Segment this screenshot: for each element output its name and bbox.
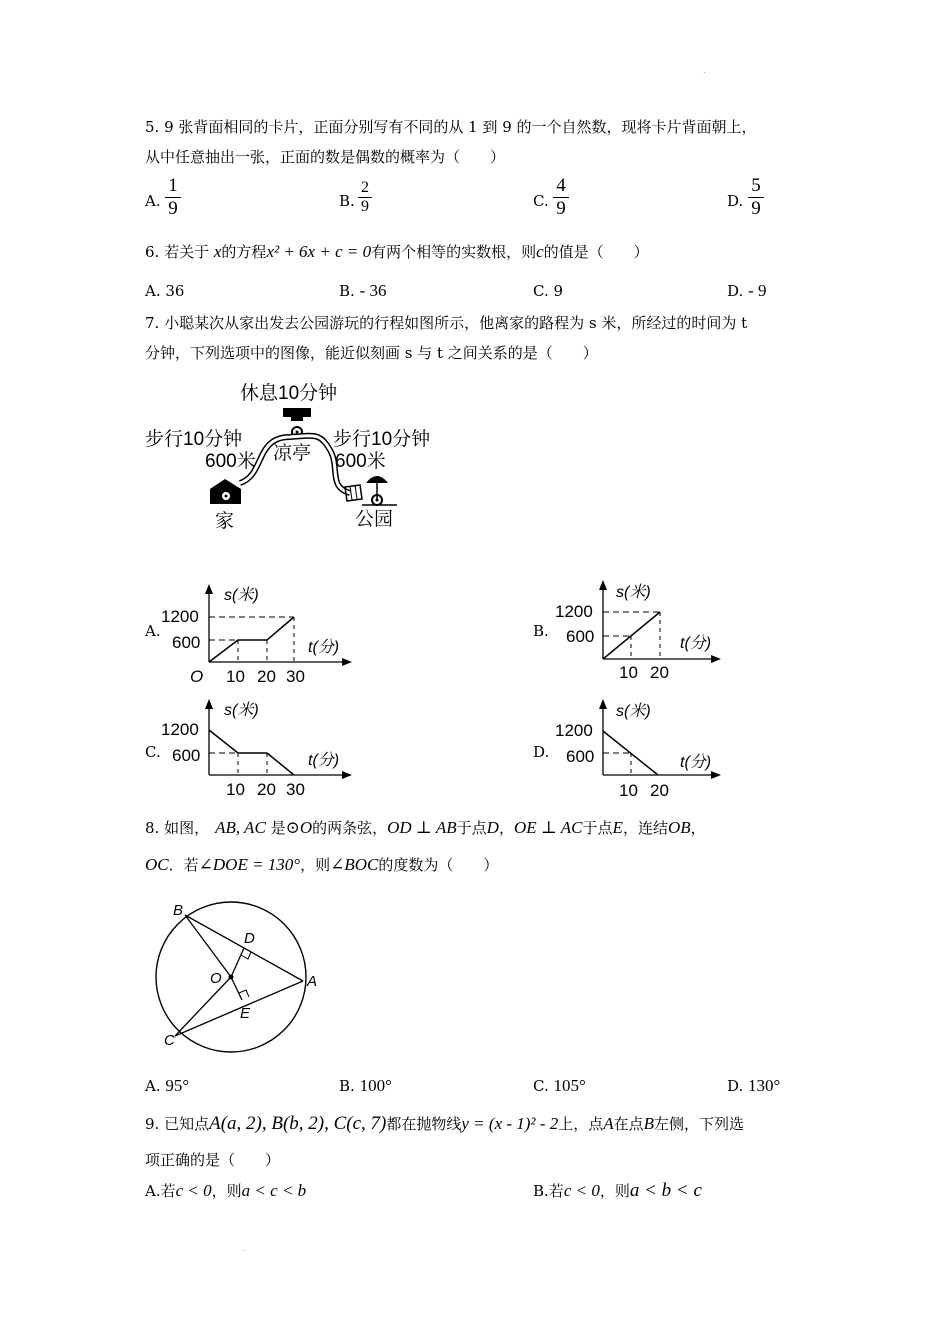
option-label: B. — [533, 1182, 549, 1200]
option-value: 9 — [553, 282, 564, 300]
q6-equation: x² + 6x + c = 0 — [266, 242, 372, 261]
q6-suffix2: 的值是（ ） — [543, 243, 649, 261]
math-oe-perp-ac: OE ⊥ AC — [513, 818, 583, 837]
graph-d-xlabel: t(分) — [680, 754, 712, 771]
graph-c-xtick-10: 10 — [226, 780, 245, 799]
map-pavilion-label: 凉亭 — [273, 443, 312, 464]
q5-option-c-fraction — [552, 175, 570, 220]
option-value: 36 — [165, 282, 185, 300]
graph-c-ytick-1200: 1200 — [161, 720, 199, 739]
option-label: C. — [533, 282, 549, 300]
graph-a-ylabel: s(米) — [224, 587, 259, 604]
math-d: D — [486, 818, 499, 837]
text: 左侧，下列选 — [654, 1115, 745, 1133]
option-label: D. — [727, 1077, 744, 1095]
pavilion-roof-icon — [283, 408, 311, 417]
map-walk-left: 步行10分钟 — [145, 429, 243, 450]
graph-c-xlabel: t(分) — [308, 752, 340, 769]
cond-mid: ，则 — [211, 1182, 242, 1200]
graph-d-ytick-1200: 1200 — [555, 721, 593, 740]
q8-circle-diagram — [145, 895, 335, 1060]
math-b: B — [643, 1114, 655, 1133]
option-value: - 9 — [748, 281, 767, 300]
point-e: E — [240, 1005, 251, 1022]
denominator: 9 — [751, 198, 761, 219]
text: 上，点 — [558, 1115, 604, 1133]
math-od-perp-ab: OD ⊥ AB — [387, 818, 457, 837]
map-park-label: 公园 — [355, 509, 394, 530]
point-c: C — [164, 1032, 175, 1049]
option-value: - 36 — [359, 281, 387, 300]
q6-option-a[interactable] — [145, 281, 184, 301]
option-label: C. — [533, 1077, 549, 1095]
graph-b-ytick-1200: 1200 — [555, 602, 593, 621]
corner-mark-bottom: . — [243, 1244, 246, 1253]
q7-line1: 7. 小聪某次从家出发去公园游玩的行程如图所示，他离家的路程为 s 米，所经过的时间为 t — [145, 314, 748, 332]
denominator: 9 — [361, 198, 369, 215]
numerator: 2 — [361, 179, 369, 196]
q9-option-b[interactable] — [533, 1181, 702, 1201]
q7-graph-b — [553, 575, 733, 685]
q7-option-a-label[interactable]: A. — [145, 622, 161, 640]
q8-line2 — [145, 855, 498, 875]
math-ab-ac: AB, AC — [215, 818, 266, 837]
q5-option-a-fraction — [164, 175, 182, 220]
text: ， — [498, 819, 514, 837]
option-label: A. — [145, 1077, 161, 1095]
text: 于点 — [456, 819, 487, 837]
option-label: A. — [145, 282, 161, 300]
q7-graph-a — [158, 580, 358, 690]
option-value: 95° — [165, 1076, 190, 1095]
graph-a-origin: O — [190, 667, 204, 686]
text: 在点 — [613, 1115, 644, 1133]
option-value: 105° — [553, 1076, 586, 1095]
q8-line1 — [145, 818, 706, 838]
graph-b-xlabel: t(分) — [680, 635, 712, 652]
corner-mark-top: . — [703, 66, 706, 75]
q8-option-a[interactable] — [145, 1076, 189, 1096]
q7-option-c-label[interactable]: C. — [145, 743, 161, 761]
point-o: O — [210, 970, 222, 987]
q6-option-d[interactable] — [727, 281, 766, 301]
point-d: D — [244, 930, 255, 947]
option-value: 130° — [748, 1076, 781, 1095]
math-parabola: y = (x - 1)² - 2 — [461, 1114, 559, 1133]
map-dist-right: 600米 — [335, 451, 386, 472]
denominator: 9 — [168, 198, 178, 219]
q6-option-b[interactable] — [339, 281, 387, 301]
q8-option-c[interactable] — [533, 1076, 586, 1096]
graph-b-xtick-10: 10 — [619, 663, 638, 682]
text: ．若 — [168, 856, 199, 874]
cond-prefix: 若 — [548, 1182, 564, 1200]
q6-stem — [145, 242, 649, 262]
result: a < c < b — [241, 1181, 307, 1200]
denominator: 9 — [556, 198, 566, 219]
math-ob: OB — [667, 818, 691, 837]
q6-prefix: 6. 若关于 — [145, 243, 210, 261]
graph-c-xtick-20: 20 — [257, 780, 276, 799]
graph-c-ytick-600: 600 — [172, 746, 201, 765]
text: 的两条弦， — [312, 819, 388, 837]
q9-line2: 项正确的是（ ） — [145, 1151, 281, 1169]
graph-a-ytick-600: 600 — [172, 633, 201, 652]
numerator: 5 — [751, 175, 761, 196]
cond: c < 0 — [563, 1181, 600, 1200]
option-label: A. — [145, 1182, 161, 1200]
q8-option-b[interactable] — [339, 1076, 392, 1096]
text: 是 — [270, 819, 286, 837]
q6-suffix1: 有两个相等的实数根，则 — [371, 243, 537, 261]
text: ，则 — [300, 856, 331, 874]
text: 8. 如图， — [145, 819, 210, 837]
text: ，连结 — [622, 819, 668, 837]
graph-c-xtick-30: 30 — [286, 780, 305, 799]
option-label: D. — [727, 282, 744, 300]
graph-d-ytick-600: 600 — [566, 747, 595, 766]
option-label: B. — [339, 282, 355, 300]
graph-b-ytick-600: 600 — [566, 627, 595, 646]
math-angle-boc: ∠BOC — [330, 855, 379, 874]
math-points: A(a, 2), B(b, 2), C(c, 7) — [209, 1113, 387, 1134]
q5-line2: 从中任意抽出一张，正面的数是偶数的概率为（ ） — [145, 148, 506, 166]
graph-c-ylabel: s(米) — [224, 702, 259, 719]
text: 9. 已知点 — [145, 1115, 210, 1133]
q7-route-map — [140, 375, 450, 535]
graph-a-ytick-1200: 1200 — [161, 607, 199, 626]
text: ， — [690, 819, 706, 837]
math-angle-doe: ∠DOE = 130° — [198, 855, 301, 874]
map-dist-left: 600米 — [205, 451, 256, 472]
q5-option-c-label[interactable]: C. — [533, 192, 549, 210]
map-home-label: 家 — [215, 511, 235, 532]
q7-graph-c — [158, 695, 358, 805]
q7-option-d-label[interactable]: D. — [533, 743, 550, 761]
q6-option-c[interactable] — [533, 281, 563, 301]
q5-option-d-label[interactable]: D. — [727, 192, 744, 210]
graph-a-xtick-20: 20 — [257, 667, 276, 686]
text: 都在抛物线 — [386, 1115, 462, 1133]
cond-mid: ，则 — [599, 1182, 630, 1200]
q5-option-a-label[interactable]: A. — [145, 192, 161, 210]
home-icon — [210, 479, 241, 504]
graph-a-xtick-30: 30 — [286, 667, 305, 686]
graph-b-xtick-20: 20 — [650, 663, 669, 682]
q8-option-d[interactable] — [727, 1076, 780, 1096]
q6-var-x: x — [213, 242, 222, 261]
graph-b-ylabel: s(米) — [616, 584, 651, 601]
graph-a-xlabel: t(分) — [308, 639, 340, 656]
q5-line1: 5. 9 张背面相同的卡片，正面分别写有不同的从 1 到 9 的一个自然数，现将卡片背面朝上， — [145, 118, 757, 136]
q5-option-b-label[interactable]: B. — [339, 192, 355, 210]
q7-line2: 分钟，下列选项中的图像，能近似刻画 s 与 t 之间关系的是（ ） — [145, 344, 598, 362]
text: 于点 — [582, 819, 613, 837]
point-a: A — [307, 973, 318, 990]
graph-d-ylabel: s(米) — [616, 703, 651, 720]
option-label: B. — [339, 1077, 355, 1095]
q6-var-c: c — [536, 242, 544, 261]
q5-option-d-fraction — [747, 175, 765, 220]
map-rest-label: 休息10分钟 — [240, 383, 338, 404]
map-walk-right: 步行10分钟 — [333, 429, 431, 450]
point-b: B — [173, 902, 184, 919]
numerator: 1 — [168, 175, 178, 196]
graph-d-xtick-10: 10 — [619, 781, 638, 800]
math-a: A — [603, 1114, 614, 1133]
q7-option-b-label[interactable]: B. — [533, 622, 549, 640]
graph-a-xtick-10: 10 — [226, 667, 245, 686]
q6-mid: 的方程 — [221, 243, 267, 261]
q9-line1 — [145, 1114, 744, 1134]
math-oc: OC — [145, 855, 169, 874]
numerator: 4 — [556, 175, 566, 196]
result: a < b < c — [629, 1180, 702, 1201]
q9-option-a[interactable] — [145, 1181, 306, 1201]
text: 的度数为（ ） — [378, 856, 499, 874]
option-value: 100° — [359, 1076, 392, 1095]
graph-d-xtick-20: 20 — [650, 781, 669, 800]
math-e: E — [612, 818, 623, 837]
math-circle-o: ⊙O — [285, 818, 313, 837]
graph-d-line — [603, 731, 658, 775]
graph-b-line — [603, 612, 660, 659]
q5-option-b-fraction — [357, 179, 373, 216]
cond-prefix: 若 — [160, 1182, 176, 1200]
cond: c < 0 — [175, 1181, 212, 1200]
q7-graph-d — [553, 695, 733, 805]
